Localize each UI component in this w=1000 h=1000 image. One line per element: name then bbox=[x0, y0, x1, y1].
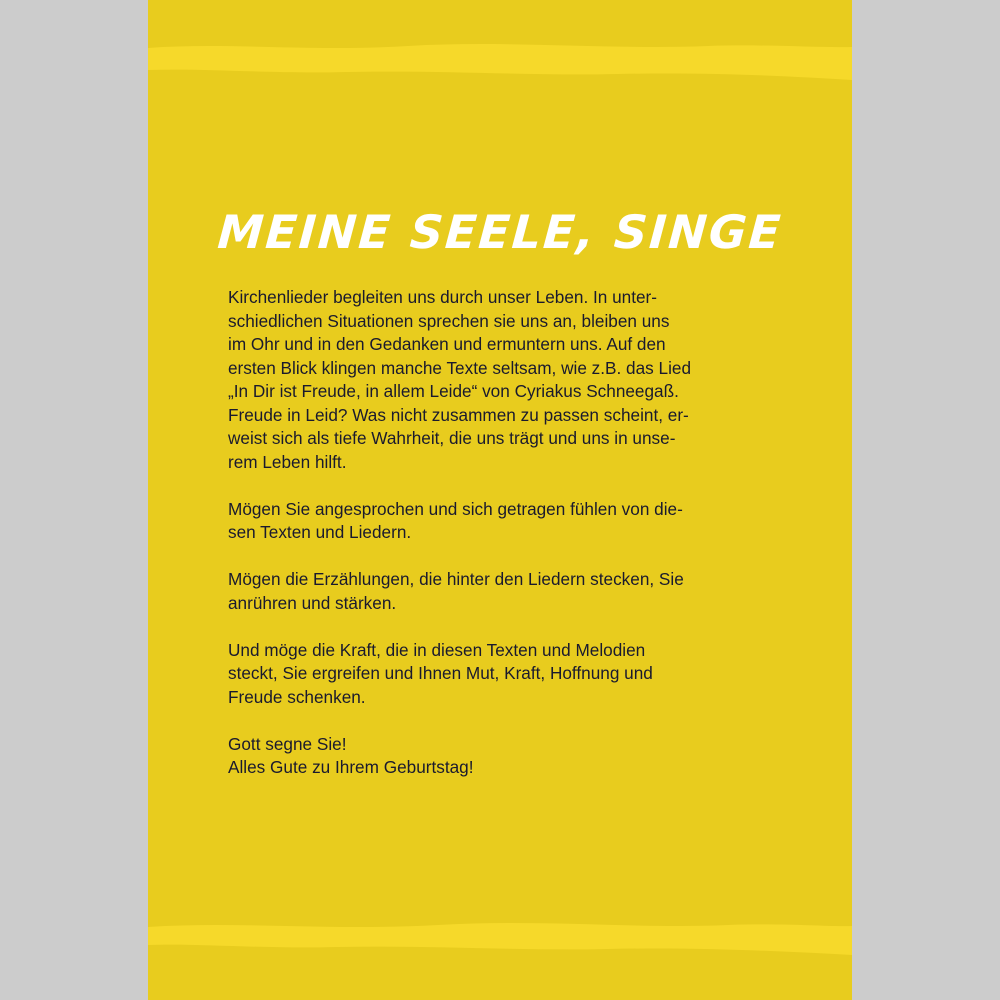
paragraph-1 bbox=[228, 286, 766, 474]
top-wave-band bbox=[148, 38, 852, 88]
text-line: Mögen Sie angesprochen und sich getragen fühlen von die- bbox=[228, 498, 683, 519]
card-page bbox=[148, 0, 852, 1000]
text-line: Freude schenken. bbox=[228, 686, 366, 707]
top-wave-shape bbox=[148, 44, 852, 80]
text-line: schiedlichen Situationen sprechen sie uns an, bleiben uns bbox=[228, 310, 670, 331]
closing-greeting bbox=[228, 733, 766, 780]
page-title: MEINE SEELE, SINGE bbox=[215, 205, 785, 259]
bottom-wave-shape bbox=[148, 923, 852, 955]
text-line: weist sich als tiefe Wahrheit, die uns trägt und uns in unse- bbox=[228, 428, 676, 448]
text-line: ersten Blick klingen manche Texte seltsam, wie z.B. das Lied bbox=[228, 357, 692, 378]
text-line: sen Texten und Liedern. bbox=[228, 522, 412, 542]
closing-line: Alles Gute zu Ihrem Geburtstag! bbox=[228, 757, 474, 777]
text-line: steckt, Sie ergreifen und Ihnen Mut, Kraft, Hoffnung und bbox=[228, 663, 653, 683]
bottom-wave-band bbox=[148, 915, 852, 965]
text-line: Und möge die Kraft, die in diesen Texten und Melodien bbox=[228, 639, 646, 660]
text-line: „In Dir ist Freude, in allem Leide“ von Cyriakus Schneegaß. bbox=[228, 381, 679, 401]
text-line: im Ohr und in den Gedanken und ermuntern uns. Auf den bbox=[228, 334, 666, 354]
closing-line: Gott segne Sie! bbox=[228, 733, 347, 754]
text-line: anrühren und stärken. bbox=[228, 592, 397, 613]
text-line: rem Leben hilft. bbox=[228, 451, 347, 472]
text-line: Mögen die Erzählungen, die hinter den Liedern stecken, Sie bbox=[228, 569, 684, 589]
paragraph-2 bbox=[228, 498, 766, 545]
text-line: Freude in Leid? Was nicht zusammen zu passen scheint, er- bbox=[228, 404, 689, 425]
body-text bbox=[228, 286, 766, 780]
text-line: Kirchenlieder begleiten uns durch unser Leben. In unter- bbox=[228, 287, 658, 307]
paragraph-3 bbox=[228, 568, 766, 615]
paragraph-4 bbox=[228, 639, 766, 710]
